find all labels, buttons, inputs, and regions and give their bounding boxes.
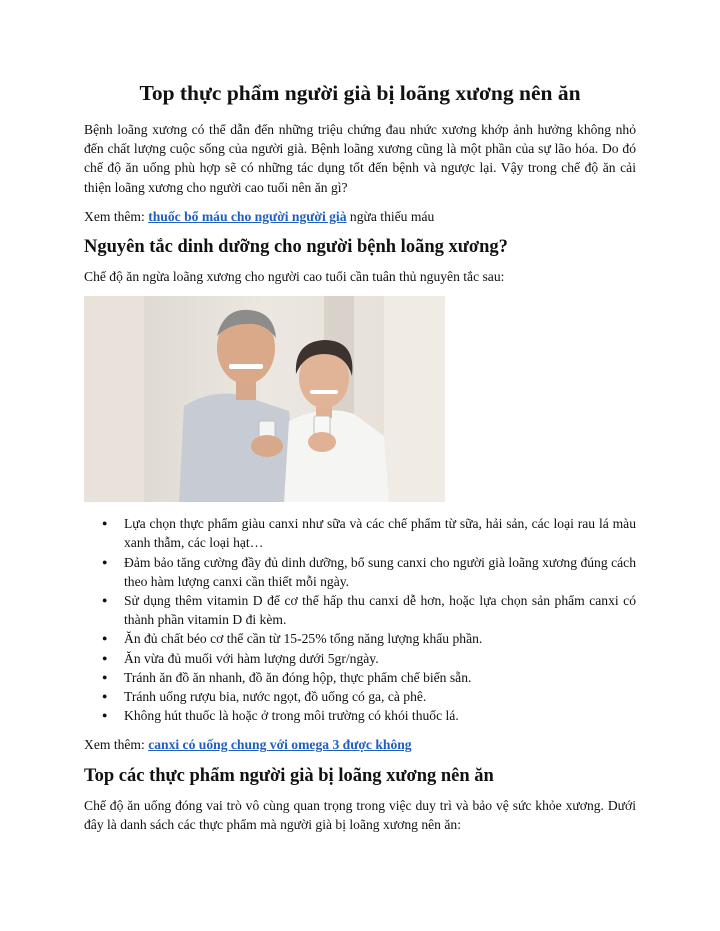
- section2-heading: Top các thực phẩm người già bị loãng xương nên ăn: [84, 765, 494, 786]
- list-item: ● Sử dụng thêm vitamin D để cơ thể hấp thu canxi dễ hơn, hoặc lựa chọn sản phẩm canxi có thành phần vitamin D đi kèm.: [124, 591, 636, 629]
- section1-heading: Nguyên tắc dinh dưỡng cho người bệnh loãng xương?: [84, 237, 508, 258]
- list-item: ● Tránh ăn đồ ăn nhanh, đồ ăn đóng hộp, thực phẩm chế biến sẵn.: [124, 668, 636, 687]
- see-also-1: [84, 207, 636, 226]
- see-also-1-link[interactable]: thuốc bổ máu cho người người già: [148, 208, 347, 224]
- see-also-2-prefix: Xem thêm:: [84, 737, 149, 753]
- section1-lead: Chế độ ăn ngừa loãng xương cho người cao tuổi cần tuân thủ nguyên tắc sau:: [84, 269, 505, 285]
- elderly-couple-photo: [84, 296, 445, 502]
- section2-lead: Chế độ ăn uống đóng vai trò vô cùng quan trọng trong việc duy trì và bảo vệ sức khỏe xương. Dưới đây là danh sách các thực phẩm mà người già bị loãng xương nên ăn:: [84, 797, 636, 832]
- list-item: ● Ăn vừa đủ muối với hàm lượng dưới 5gr/ngày.: [124, 649, 636, 668]
- intro-paragraph: Bệnh loãng xương có thể dẫn đến những triệu chứng đau nhức xương khớp ảnh hưởng không nhỏ đến chất lượng cuộc sống của người già. Bệnh loãng xương cũng là một phần của sự lão hóa. Do đó chế độ ăn uống phù hợp sẽ có những tác dụng tốt đến bệnh và ngược lại. Vậy trong chế độ ăn cải thiện loãng xương cho người cao tuổi nên ăn gì?: [84, 122, 636, 195]
- see-also-2: [84, 735, 636, 754]
- nutrition-principles-list: [84, 514, 636, 725]
- list-item: ● Tránh uống rượu bia, nước ngọt, đồ uống có ga, cà phê.: [124, 687, 636, 706]
- list-item: ● Không hút thuốc là hoặc ở trong môi trường có khói thuốc lá.: [124, 706, 636, 725]
- see-also-2-link[interactable]: canxi có uống chung với omega 3 được không: [148, 737, 412, 753]
- document-page: [84, 80, 636, 844]
- see-also-1-suffix: ngừa thiếu máu: [346, 208, 435, 224]
- list-item: ● Đảm bảo tăng cường đầy đủ dinh dưỡng, bổ sung canxi cho người già loãng xương đúng cách theo hàm lượng canxi cần thiết mỗi ngày.: [124, 553, 636, 591]
- see-also-1-prefix: Xem thêm:: [84, 208, 149, 224]
- page-title: Top thực phẩm người già bị loãng xương nên ăn: [139, 81, 581, 105]
- list-item: ● Lựa chọn thực phẩm giàu canxi như sữa và các chế phẩm từ sữa, hải sản, các loại rau lá màu xanh thẫm, các loại hạt…: [124, 514, 636, 552]
- list-item: ● Ăn đủ chất béo cơ thể cần từ 15-25% tổng năng lượng khẩu phần.: [124, 629, 636, 648]
